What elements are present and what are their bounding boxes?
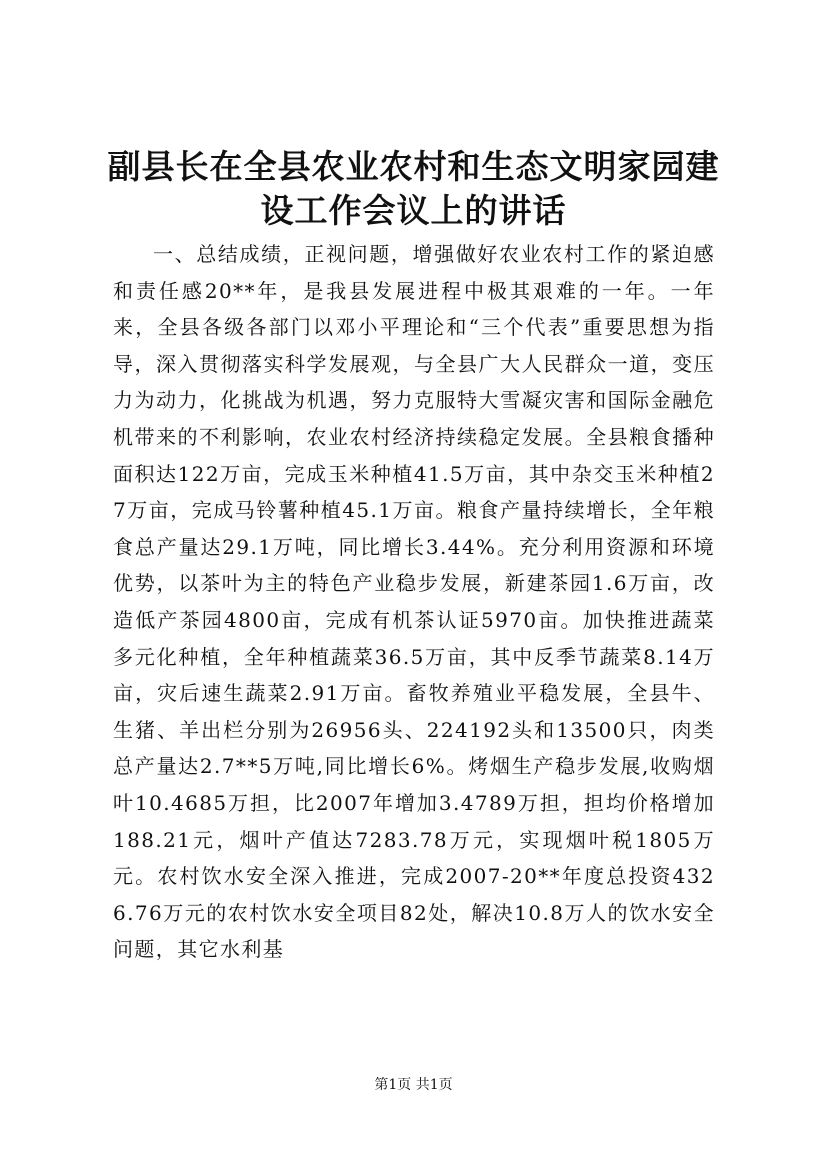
body-paragraph: 一、总结成绩，正视问题，增强做好农业农村工作的紧迫感和责任感20**年，是我县发展进程中极其艰难的一年。一年来，全县各级各部门以邓小平理论和“三个代表”重要思想为指导，深入贯彻落实科学发展观，与全县广大人民群众一道，变压力为动力，化挑战为机遇，努力克服特大雪凝灾害和国际金融危机带来的不利影响，农业农村经济持续稳定发展。全县粮食播种面积达122万亩，完成玉米种植41.5万亩，其中杂交玉米种植27万亩，完成马铃薯种植45.1万亩。粮食产量持续增长，全年粮食总产量达29.1万吨，同比增长3.44%。充分利用资源和环境优势，以茶叶为主的特色产业稳步发展，新建茶园1.6万亩，改造低产茶园4800亩，完成有机茶认证5970亩。加快推进蔬菜多元化种植，全年种植蔬菜36.5万亩，其中反季节蔬菜8.14万亩，灾后速生蔬菜2.91万亩。畜牧养殖业平稳发展，全县牛、生猪、羊出栏分别为26956头、224192头和13500只，肉类总产量达2.7**5万吨,同比增长6%。烤烟生产稳步发展,收购烟叶10.4685万担，比2007年增加3.4789万担，担均价格增加188.21元，烟叶产值达7283.78万元，实现烟叶税1805万元。农村饮水安全深入推进，完成2007-20**年度总投资4326.76万元的农村饮水安全项目82处，解决10.8万人的饮水安全问题，其它水利基	[113, 242, 715, 962]
page-footer: 第1页 共1页	[374, 1077, 453, 1093]
document-title: 副县长在全县农业农村和生态文明家园建设工作会议上的讲话	[107, 147, 720, 230]
